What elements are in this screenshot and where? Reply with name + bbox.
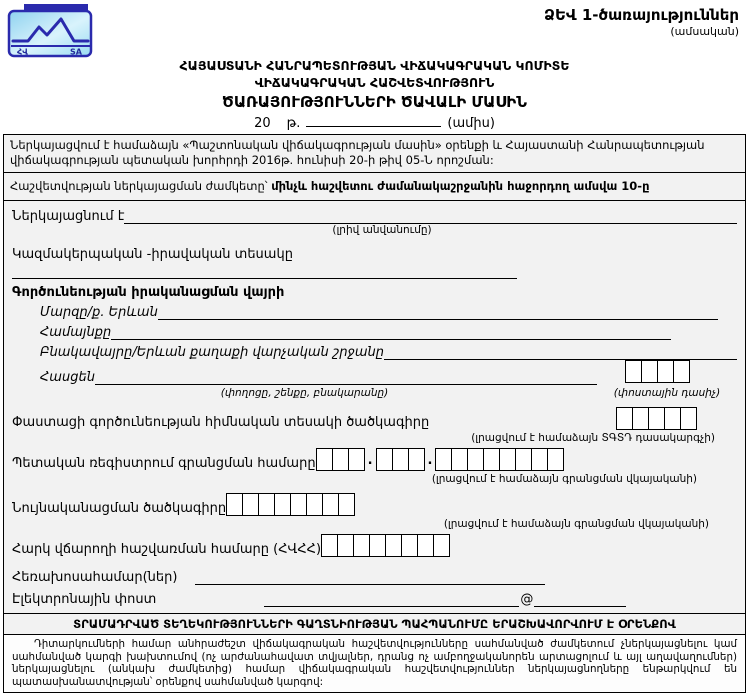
register-boxes-2[interactable]	[376, 448, 425, 471]
form-periodicity: (ամսական)	[670, 25, 739, 38]
date-line	[0, 114, 749, 132]
register-boxes-group	[316, 448, 565, 471]
address-left	[12, 365, 597, 385]
location-heading: Գործունեության իրականացման վայրի	[12, 285, 285, 300]
legal-basis-text: Ներկայացվում է համաձայն «Պաշտոնական վիճակագրության մասին» օրենքի և Հայաստանի Հանրապետության վիճակագրության պետական խորհրդի 2016թ. հունիսի 20-ի թիվ 05-Ն որոշման:	[4, 135, 745, 173]
month-field-line[interactable]	[306, 114, 441, 127]
box-cell[interactable]	[632, 407, 649, 430]
logo-right-letters: SA	[70, 47, 82, 57]
box-cell[interactable]	[322, 493, 339, 516]
year-suffix: թ.	[286, 116, 301, 131]
box-cell[interactable]	[321, 534, 338, 557]
register-dot: .	[427, 453, 433, 468]
committee-name: ՀԱՅԱՍՏԱՆԻ ՀԱՆՐԱՊԵՏՈՒԹՅԱՆ ՎԻՃԱԿԱԳՐԱԿԱՆ ԿՈՄԻՏԵ	[179, 58, 570, 73]
box-cell[interactable]	[332, 448, 349, 471]
month-hint: (ամիս)	[447, 116, 495, 131]
register-label: Պետական ռեգիստրում գրանցման համարը	[12, 456, 316, 471]
legal-type-field-line[interactable]	[12, 266, 517, 279]
form-code: ՁԵՎ 1-ծառայություններ	[544, 6, 739, 24]
form-title: ԾԱՌԱՅՈՒԹՅՈՒՆՆԵՐԻ ԾԱՎԱԼԻ ՄԱՍԻՆ	[222, 93, 527, 111]
address-row	[12, 360, 737, 385]
identification-code-row	[12, 493, 737, 516]
postal-code-boxes[interactable]	[625, 360, 690, 383]
box-cell[interactable]	[258, 493, 275, 516]
liability-text	[4, 635, 745, 692]
activity-label: Փաստացի գործունեության հիմնական տեսակի ծածկագիրը	[12, 415, 430, 430]
box-cell[interactable]	[515, 448, 532, 471]
presents-label: Ներկայացնում է	[12, 209, 125, 224]
community-row	[12, 320, 737, 340]
box-cell[interactable]	[451, 448, 468, 471]
form-fields	[4, 201, 745, 607]
phone-row	[12, 565, 737, 585]
box-cell[interactable]	[338, 493, 355, 516]
box-cell[interactable]	[353, 534, 370, 557]
presents-field-line[interactable]	[124, 209, 737, 224]
phone-field-line[interactable]	[195, 570, 545, 585]
report-kind: ՎԻՃԱԿԱԳՐԱԿԱՆ ՀԱՇՎԵՏՎՈՒԹՅՈՒՆ	[254, 75, 495, 90]
box-cell[interactable]	[242, 493, 259, 516]
email-label: Էլեկտրոնային փոստ	[12, 592, 157, 607]
settlement-field-line[interactable]	[384, 345, 737, 360]
email-domain-field-line[interactable]	[534, 592, 626, 607]
confidentiality-banner: ՏՐԱՄԱԴՐՎԱԾ ՏԵՂԵԿՈՒԹՅՈՒՆՆԵՐԻ ԳԱՂՏՆԻՈՒԹՅԱՆ ՊԱՀՊԱՆՈՒՄԸ ԵՐԱՇԽԱՎՈՐՎՈՒՄ Է ՕՐԵՆՔՈՎ	[4, 613, 745, 635]
box-cell[interactable]	[648, 407, 665, 430]
box-cell[interactable]	[467, 448, 484, 471]
register-dot: .	[367, 453, 373, 468]
box-cell[interactable]	[369, 534, 386, 557]
box-cell[interactable]	[483, 448, 500, 471]
box-cell[interactable]	[664, 407, 681, 430]
box-cell[interactable]	[376, 448, 393, 471]
box-cell[interactable]	[226, 493, 243, 516]
phone-label: Հեռախոսահամար(ներ)	[12, 570, 178, 585]
box-cell[interactable]	[392, 448, 409, 471]
box-cell[interactable]	[274, 493, 291, 516]
register-number-row	[12, 448, 737, 471]
box-cell[interactable]	[673, 360, 690, 383]
box-cell[interactable]	[499, 448, 516, 471]
identification-hint: (լրացվում է համաձայն գրանցման վկայականի)	[443, 518, 709, 530]
box-cell[interactable]	[306, 493, 323, 516]
activity-code-boxes[interactable]	[616, 407, 697, 430]
deadline-value: մինչև հաշվետու ժամանակաշրջանին հաջորդող ամսվա 10-ը	[271, 179, 650, 193]
box-cell[interactable]	[348, 448, 365, 471]
postal-hint: (փոստային դասիչ)	[613, 387, 721, 399]
box-cell[interactable]	[657, 360, 674, 383]
address-hints-row	[12, 387, 737, 399]
deadline-row	[4, 173, 745, 201]
register-boxes-3[interactable]	[435, 448, 564, 471]
box-cell[interactable]	[641, 360, 658, 383]
settlement-row	[12, 340, 737, 360]
header	[0, 0, 749, 57]
box-cell[interactable]	[417, 534, 434, 557]
tin-label: Հարկ վճարողի հաշվառման համարը (ՀՎՀՀ)	[12, 542, 322, 557]
identification-boxes[interactable]	[226, 493, 355, 516]
region-row	[12, 300, 737, 320]
settlement-label: Բնակավայրը/Երևան քաղաքի վարչական շրջանը	[40, 345, 384, 360]
box-cell[interactable]	[435, 448, 452, 471]
community-field-line[interactable]	[111, 325, 671, 340]
box-cell[interactable]	[385, 534, 402, 557]
box-cell[interactable]	[337, 534, 354, 557]
tin-row	[12, 534, 737, 557]
address-label: Հասցեն	[40, 370, 95, 385]
box-cell[interactable]	[290, 493, 307, 516]
box-cell[interactable]	[433, 534, 450, 557]
legal-type-row	[12, 247, 737, 262]
email-local-field-line[interactable]	[264, 592, 519, 607]
liability-paragraph: Դիտարկումների համար անհրաժեշտ վիճակագրական հաշվետվությունները սահմանված ժամկետում չներկայացնելու կամ սահմանված կարգի խախտումով (ոչ արժանահավատ տվյալներ, դրանց ոչ ամբողջականորեն արտացոլում և այլ աղավաղումներ) ներկայացնելու (անկախ ժամկետից) համար վիճակագրական հաշվետվություններ ներկայացնողները ենթարկվում են պատասխանատվության՝ օրենքով սահմանված կարգով:	[12, 638, 737, 688]
box-cell[interactable]	[616, 407, 633, 430]
box-cell[interactable]	[680, 407, 697, 430]
deadline-prefix: Հաշվետվության ներկայացման ժամկետը՝	[10, 179, 268, 193]
tin-boxes[interactable]	[321, 534, 450, 557]
region-label: Մարզը/ք. Երևան	[40, 305, 158, 320]
community-label: Համայնքը	[40, 325, 112, 340]
logo-left-letters: ՀՎ	[17, 47, 28, 57]
activity-code-row	[12, 407, 737, 430]
presents-hint: (լրիվ անվանումը)	[332, 224, 432, 236]
address-hint: (փողոցը, շենքը, բնակարանը)	[220, 387, 389, 399]
region-field-line[interactable]	[158, 305, 718, 320]
form-box	[3, 134, 746, 693]
register-hint: (լրացվում է համաձայն գրանցման վկայականի)	[431, 473, 697, 485]
address-field-line[interactable]	[95, 370, 597, 385]
year-prefix: 20	[254, 116, 271, 131]
email-at-sign: @	[520, 592, 534, 607]
box-cell[interactable]	[531, 448, 548, 471]
presents-row	[12, 209, 737, 224]
box-cell[interactable]	[316, 448, 333, 471]
activity-hint: (լրացվում է համաձայն ՏԳՏԴ դասակարգչի)	[471, 432, 715, 444]
box-cell[interactable]	[401, 534, 418, 557]
identification-label: Նույնականացման ծածկագիրը	[12, 501, 227, 516]
register-boxes-1[interactable]	[316, 448, 365, 471]
box-cell[interactable]	[408, 448, 425, 471]
armstat-logo-icon	[8, 4, 94, 58]
email-row	[12, 587, 737, 607]
box-cell[interactable]	[547, 448, 564, 471]
legal-type-label: Կազմակերպական -իրավական տեսակը	[12, 247, 293, 262]
box-cell[interactable]	[625, 360, 642, 383]
